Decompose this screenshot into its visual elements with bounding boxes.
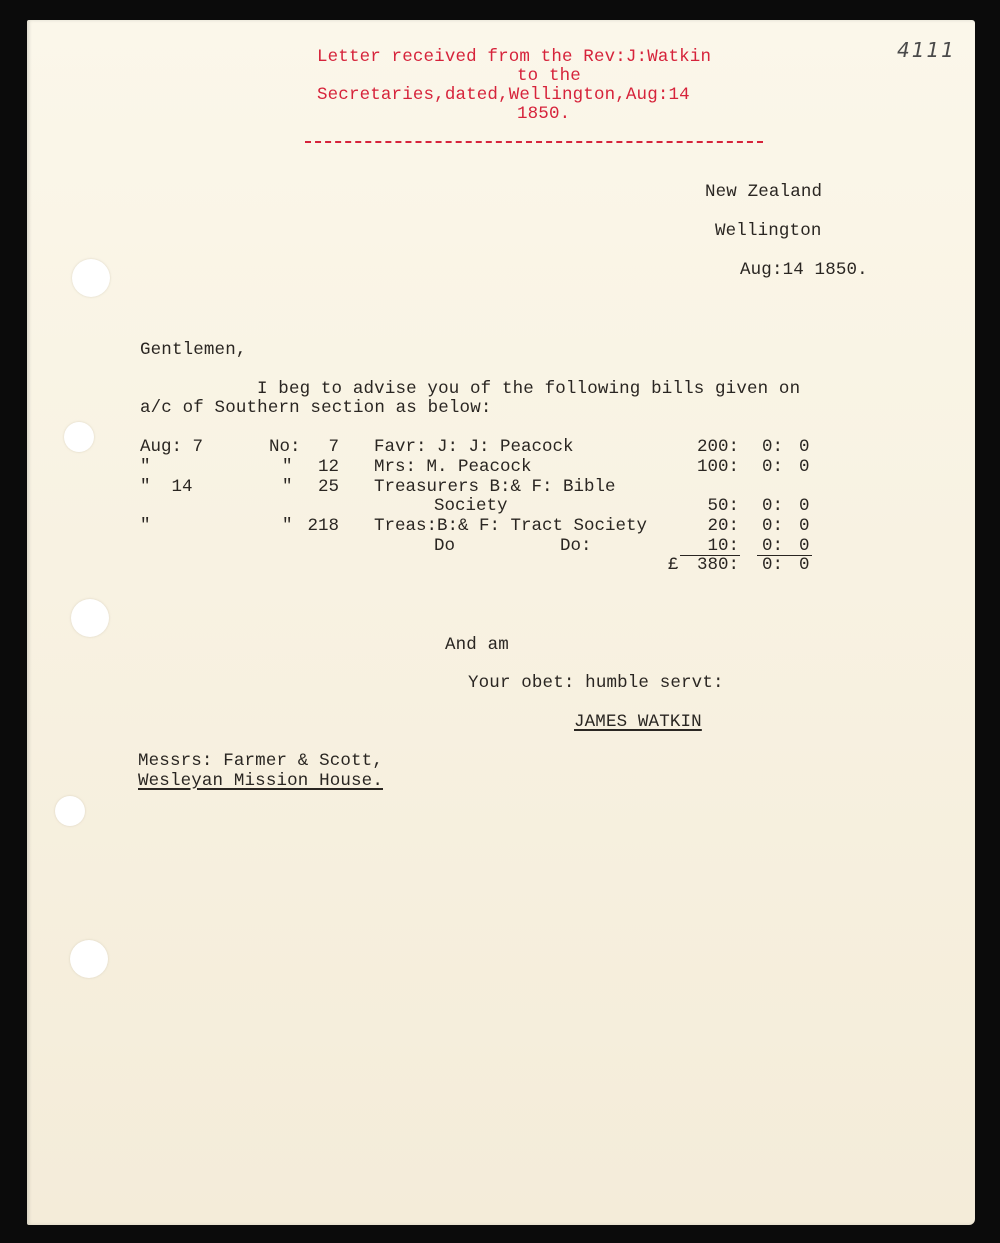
bill-shillings: 0:: [762, 457, 784, 477]
closing-line: And am: [445, 635, 509, 655]
bill-pounds: 50:: [707, 496, 739, 516]
bill-payee: Treas:B:& F: Tract Society: [374, 516, 648, 536]
recipient-line: Messrs: Farmer & Scott,: [138, 751, 383, 771]
bill-pence: 0: [799, 516, 810, 536]
bill-number: 218: [307, 516, 339, 536]
salutation: Gentlemen,: [140, 340, 247, 360]
body-line: I beg to advise you of the following bills given on: [257, 379, 801, 399]
total-shillings: 0:: [762, 555, 784, 575]
bill-pounds: 200:: [696, 437, 739, 457]
bill-number: 7: [328, 437, 339, 457]
bill-pounds: 100:: [696, 457, 739, 477]
bill-shillings: 0:: [762, 437, 784, 457]
letter-date: Aug:14 1850.: [740, 260, 868, 280]
bill-pounds: 20:: [707, 516, 739, 536]
punch-hole: [64, 422, 94, 452]
header-line: 1850.: [517, 104, 571, 124]
body-line: a/c of Southern section as below:: [140, 398, 492, 418]
punch-hole: [71, 599, 109, 637]
address-country: New Zealand: [705, 182, 823, 202]
total-pounds: 380:: [696, 555, 739, 575]
bill-payee: Favr: J: J: Peacock: [374, 437, 574, 457]
punch-hole: [72, 259, 110, 297]
bill-shillings: 0:: [762, 516, 784, 536]
total-pence: 0: [799, 555, 810, 575]
bill-number: 25: [317, 477, 339, 497]
bill-shillings: 0:: [762, 536, 784, 556]
closing-line: Your obet: humble servt:: [468, 673, 724, 693]
header-divider: [305, 141, 763, 143]
bill-shillings: 0:: [762, 496, 784, 516]
bill-number-label: No:: [269, 437, 301, 457]
address-city: Wellington: [715, 221, 822, 241]
bill-payee: Mrs: M. Peacock: [374, 457, 532, 477]
archive-number: 4111: [897, 38, 956, 62]
bill-number-label: ": [282, 457, 293, 477]
bill-number: 12: [317, 457, 339, 477]
header-line: Letter received from the Rev:J:Watkin: [317, 47, 712, 67]
punch-hole: [70, 940, 108, 978]
bill-pence: 0: [799, 536, 810, 556]
bill-payee: Do Do:: [434, 536, 592, 556]
bill-date: ": [140, 457, 151, 477]
letter-page: [27, 20, 975, 1225]
bill-payee: Treasurers B:& F: Bible: [374, 477, 616, 497]
bill-pence: 0: [799, 496, 810, 516]
total-currency: £: [668, 555, 679, 575]
punch-hole: [55, 796, 85, 826]
bill-number-label: ": [282, 477, 293, 497]
bill-pence: 0: [799, 457, 810, 477]
recipient-line: Wesleyan Mission House.: [138, 771, 383, 791]
bill-date: ": [140, 516, 151, 536]
bill-pounds: 10:: [707, 536, 739, 556]
bill-payee-continued: Society: [434, 496, 508, 516]
bill-pence: 0: [799, 437, 810, 457]
bill-number-label: ": [282, 516, 293, 536]
bill-date: " 14: [140, 477, 193, 497]
bill-date: Aug: 7: [140, 437, 204, 457]
header-line: Secretaries,dated,Wellington,Aug:14: [317, 85, 690, 105]
header-line: to the: [517, 66, 581, 86]
signature: JAMES WATKIN: [574, 712, 702, 732]
